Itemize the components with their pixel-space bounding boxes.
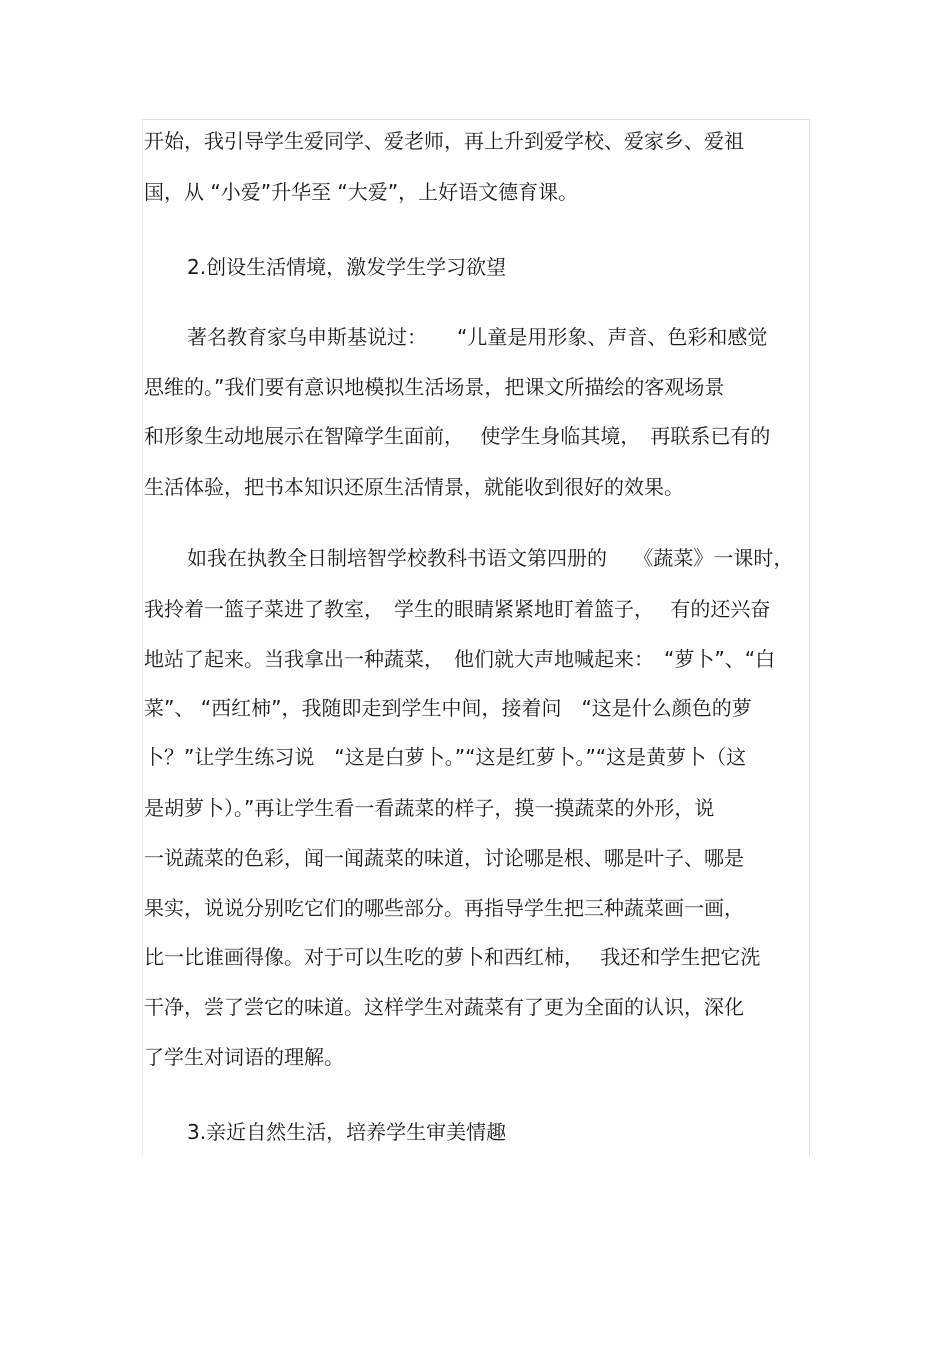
- section-heading: 3.亲近自然生活，培养学生审美情趣: [187, 1120, 507, 1144]
- paragraph-line: 如我在执教全日制培智学校教科书语文第四册的 《蔬菜》一课时，: [187, 546, 794, 570]
- paragraph-line: 和形象生动地展示在智障学生面前， 使学生身临其境， 再联系已有的: [144, 424, 771, 448]
- paragraph-line: 卜？”让学生练习说 “这是白萝卜。”“这是红萝卜。”“这是黄萝卜（这: [144, 745, 747, 769]
- paragraph-line: 了学生对词语的理解。: [144, 1045, 344, 1069]
- paragraph-line: 一说蔬菜的色彩，闻一闻蔬菜的味道，讨论哪是根、哪是叶子、哪是: [144, 846, 744, 870]
- paragraph-line: 干净，尝了尝它的味道。这样学生对蔬菜有了更为全面的认识，深化: [144, 995, 744, 1019]
- paragraph-line: 国，从 “小爱”升华至 “大爱”，上好语文德育课。: [144, 180, 579, 204]
- paragraph-line: 开始，我引导学生爱同学、爱老师，再上升到爱学校、爱家乡、爱祖: [144, 129, 744, 153]
- paragraph-line: 果实，说说分别吃它们的哪些部分。再指导学生把三种蔬菜画一画，: [144, 896, 744, 920]
- paragraph-line: 菜”、 “西红柿”，我随即走到学生中间，接着问 “这是什么颜色的萝: [144, 696, 752, 720]
- paragraph-line: 是胡萝卜）。”再让学生看一看蔬菜的样子，摸一摸蔬菜的外形，说: [144, 796, 715, 820]
- paragraph-line: 思维的。”我们要有意识地模拟生活场景，把课文所描绘的客观场景: [144, 375, 725, 399]
- paragraph-line: 比一比谁画得像。对于可以生吃的萝卜和西红柿， 我还和学生把它洗: [144, 945, 761, 969]
- paragraph-line: 生活体验，把书本知识还原生活情景，就能收到很好的效果。: [144, 475, 684, 499]
- section-heading: 2.创设生活情境，激发学生学习欲望: [187, 255, 507, 279]
- paragraph-line: 著名教育家乌申斯基说过： “儿童是用形象、声音、色彩和感觉: [187, 325, 768, 349]
- paragraph-line: 我拎着一篮子菜进了教室， 学生的眼睛紧紧地盯着篮子， 有的还兴奋: [144, 597, 771, 621]
- paragraph-line: 地站了起来。当我拿出一种蔬菜， 他们就大声地喊起来： “萝卜”、“白: [144, 647, 776, 671]
